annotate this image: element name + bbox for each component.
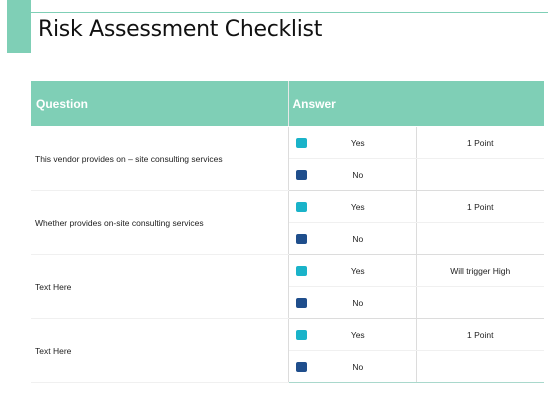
points-cell (416, 287, 544, 319)
yes-marker-icon[interactable] (296, 330, 307, 340)
yes-marker-icon[interactable] (296, 202, 307, 212)
checklist-table (31, 81, 544, 383)
points-cell: 1 Point (416, 319, 544, 351)
yes-label: Yes (314, 127, 416, 159)
top-rule (31, 12, 548, 13)
header-row (31, 81, 544, 127)
page-title: Risk Assessment Checklist (38, 17, 323, 42)
points-cell: 1 Point (416, 127, 544, 159)
points-cell (416, 223, 544, 255)
no-label: No (314, 287, 416, 319)
table-row (31, 255, 544, 287)
no-label: No (314, 159, 416, 191)
table-row (31, 127, 544, 159)
yes-label: Yes (314, 191, 416, 223)
no-marker-icon[interactable] (296, 234, 307, 244)
no-label: No (314, 223, 416, 255)
question-cell: Whether provides on-site consulting services (31, 191, 288, 255)
points-cell (416, 159, 544, 191)
no-label: No (314, 351, 416, 383)
points-cell: 1 Point (416, 191, 544, 223)
no-marker-icon[interactable] (296, 298, 307, 308)
table-row (31, 191, 544, 223)
no-marker-icon[interactable] (296, 362, 307, 372)
yes-marker-icon[interactable] (296, 138, 307, 148)
points-cell: Will trigger High (416, 255, 544, 287)
question-cell: Text Here (31, 319, 288, 383)
table-row (31, 319, 544, 351)
yes-label: Yes (314, 319, 416, 351)
yes-label: Yes (314, 255, 416, 287)
yes-marker-icon[interactable] (296, 266, 307, 276)
question-cell: This vendor provides on – site consulting services (31, 127, 288, 191)
points-cell (416, 351, 544, 383)
question-header: Question (31, 81, 288, 127)
question-cell: Text Here (31, 255, 288, 319)
answer-header: Answer (288, 81, 544, 127)
no-marker-icon[interactable] (296, 170, 307, 180)
accent-block (7, 0, 31, 53)
